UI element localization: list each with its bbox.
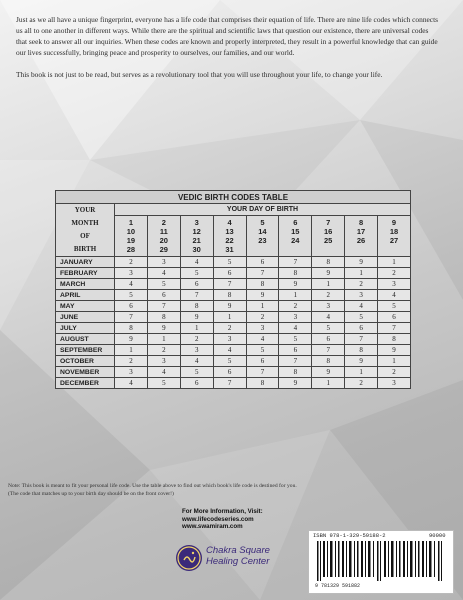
life-code-cell: 7 (147, 301, 180, 312)
day-column-header (246, 216, 279, 257)
day-number: 9 (391, 218, 397, 227)
logo-line-1: Chakra Square (206, 545, 270, 556)
month-label: SEPTEMBER (56, 345, 115, 356)
life-code-cell: 2 (378, 367, 411, 378)
day-number: 25 (324, 236, 333, 245)
day-column-header (312, 216, 345, 257)
life-code-cell: 2 (345, 279, 378, 290)
table-row (56, 345, 411, 356)
life-code-cell: 3 (180, 345, 213, 356)
day-number: 6 (293, 218, 298, 227)
life-code-cell: 4 (115, 279, 148, 290)
day-column-header (279, 216, 312, 257)
day-number: 13 (225, 227, 234, 236)
life-code-cell: 6 (180, 279, 213, 290)
price-code: 90000 (429, 532, 446, 539)
month-label: OCTOBER (56, 356, 115, 367)
day-number: 8 (358, 218, 364, 227)
table-row (56, 378, 411, 389)
day-column-header (378, 216, 411, 257)
life-code-cell: 3 (246, 323, 279, 334)
life-code-cell: 7 (312, 345, 345, 356)
table-row (56, 257, 411, 268)
life-code-cell: 5 (246, 345, 279, 356)
life-code-cell: 3 (115, 268, 148, 279)
life-code-cell: 9 (180, 312, 213, 323)
life-code-cell: 2 (213, 323, 246, 334)
month-label: AUGUST (56, 334, 115, 345)
table-row (56, 268, 411, 279)
day-number: 2 (161, 218, 166, 227)
life-code-cell: 1 (378, 257, 411, 268)
life-code-cell: 1 (345, 268, 378, 279)
table-row (56, 323, 411, 334)
life-code-cell: 6 (180, 378, 213, 389)
life-code-cell: 2 (312, 290, 345, 301)
life-code-cell: 2 (279, 301, 312, 312)
life-code-cell: 1 (180, 323, 213, 334)
life-code-cell: 2 (180, 334, 213, 345)
note-line-1: Note: This book is meant to fit your personal life code. Use the table above to find out which book's life code is destined for you. (8, 483, 297, 489)
life-code-cell: 5 (213, 257, 246, 268)
life-code-cell: 7 (115, 312, 148, 323)
life-code-cell: 1 (147, 334, 180, 345)
life-code-cell: 7 (180, 290, 213, 301)
day-column-header (147, 216, 180, 257)
day-number: 5 (260, 218, 265, 227)
day-number: 23 (258, 236, 267, 245)
month-header-line: YOUR (74, 206, 96, 214)
life-code-cell: 4 (147, 367, 180, 378)
life-code-cell: 7 (213, 279, 246, 290)
life-code-cell: 3 (213, 334, 246, 345)
isbn-barcode (308, 530, 454, 594)
table-row (56, 279, 411, 290)
day-number: 1 (128, 218, 134, 227)
life-code-cell: 5 (147, 378, 180, 389)
intro-paragraph-1: Just as we all have a unique fingerprint, everyone has a life code that comprises their equation of life. There are nine life codes which connects us all to one another in different ways. While there are the spiritual and scientific laws that question our existence, there are universal codes that seek to answer all our inquiries. When these codes are known and properly interpreted, they result in a powerful knowledge that can guide our lives successfully, bringing peace and prosperity to ourselves, our families, and our world. (16, 15, 438, 57)
month-label: JANUARY (56, 257, 115, 268)
life-code-cell: 4 (378, 290, 411, 301)
birth-codes-table (55, 190, 411, 389)
month-label: MAY (56, 301, 115, 312)
life-code-cell: 4 (312, 312, 345, 323)
life-code-cell: 7 (213, 378, 246, 389)
life-code-cell: 1 (378, 356, 411, 367)
life-code-cell: 6 (213, 268, 246, 279)
life-code-cell: 1 (213, 312, 246, 323)
life-code-cell: 8 (246, 378, 279, 389)
chakra-square-logo (176, 542, 296, 576)
life-code-cell: 4 (147, 268, 180, 279)
life-code-cell: 5 (378, 301, 411, 312)
life-code-cell: 5 (180, 268, 213, 279)
life-code-cell: 4 (180, 257, 213, 268)
life-code-cell: 1 (312, 378, 345, 389)
day-header: YOUR DAY OF BIRTH (115, 204, 411, 216)
logo-line-2: Healing Center (206, 556, 270, 567)
intro-paragraph-2: This book is not just to be read, but serves as a revolutionary tool that you will use throughout your life, to change your life. (16, 70, 383, 79)
life-code-cell: 3 (312, 301, 345, 312)
day-column-header (180, 216, 213, 257)
day-number (378, 245, 410, 254)
month-header-line: OF (80, 232, 90, 240)
life-code-cell: 4 (115, 378, 148, 389)
day-column-header (345, 216, 378, 257)
day-number: 29 (159, 245, 168, 254)
life-code-cell: 5 (115, 290, 148, 301)
info-heading: For More Information, Visit: (182, 508, 263, 515)
life-code-cell: 9 (246, 290, 279, 301)
life-code-cell: 5 (147, 279, 180, 290)
day-number: 28 (126, 245, 136, 254)
life-code-cell: 3 (345, 290, 378, 301)
table-row (56, 356, 411, 367)
day-number: 30 (192, 245, 201, 254)
life-code-cell: 6 (246, 257, 279, 268)
life-code-cell: 9 (115, 334, 148, 345)
life-code-cell: 1 (115, 345, 148, 356)
table-row (56, 301, 411, 312)
logo-text (206, 545, 270, 567)
day-number: 4 (227, 218, 232, 227)
life-code-cell: 9 (345, 356, 378, 367)
month-label: APRIL (56, 290, 115, 301)
day-number: 18 (389, 227, 399, 236)
life-code-cell: 9 (312, 367, 345, 378)
website-link-lifecodeseries[interactable]: www.lifecodeseries.com (182, 515, 254, 523)
note-text (8, 482, 458, 498)
life-code-cell: 4 (246, 334, 279, 345)
life-code-cell: 4 (180, 356, 213, 367)
table-row (56, 367, 411, 378)
day-column-header (115, 216, 148, 257)
life-code-cell: 9 (213, 301, 246, 312)
life-code-cell: 8 (312, 356, 345, 367)
day-number: 11 (159, 227, 168, 236)
day-number (279, 245, 311, 254)
life-code-cell: 3 (378, 279, 411, 290)
life-code-cell: 3 (115, 367, 148, 378)
life-code-cell: 8 (213, 290, 246, 301)
day-number: 21 (192, 236, 201, 245)
life-code-cell: 8 (246, 279, 279, 290)
day-number (345, 245, 377, 254)
life-code-cell: 5 (345, 312, 378, 323)
table-title: VEDIC BIRTH CODES TABLE (56, 191, 411, 204)
life-code-cell: 6 (378, 312, 411, 323)
life-code-cell: 9 (345, 257, 378, 268)
life-code-cell: 7 (246, 367, 279, 378)
life-code-cell: 7 (378, 323, 411, 334)
life-code-cell: 7 (279, 356, 312, 367)
day-column-header (213, 216, 246, 257)
life-code-cell: 7 (246, 268, 279, 279)
life-code-cell: 4 (279, 323, 312, 334)
table-row (56, 334, 411, 345)
life-code-cell: 9 (378, 345, 411, 356)
day-number: 3 (194, 218, 199, 227)
barcode-number: 9 781329 591882 (315, 583, 361, 589)
life-code-cell: 6 (279, 345, 312, 356)
life-code-cell: 9 (147, 323, 180, 334)
life-code-cell: 1 (312, 279, 345, 290)
life-code-cell: 6 (147, 290, 180, 301)
month-label: JULY (56, 323, 115, 334)
life-code-cell: 8 (345, 345, 378, 356)
month-label: NOVEMBER (56, 367, 115, 378)
day-number: 10 (126, 227, 136, 236)
day-number: 16 (324, 227, 333, 236)
table-row (56, 290, 411, 301)
day-number: 14 (258, 227, 267, 236)
month-header-line: MONTH (71, 219, 99, 227)
month-label: FEBRUARY (56, 268, 115, 279)
info-block (182, 508, 302, 531)
life-code-cell: 8 (378, 334, 411, 345)
day-number: 24 (291, 236, 300, 245)
day-number: 31 (225, 245, 234, 254)
om-icon (176, 545, 202, 571)
life-code-cell: 3 (147, 356, 180, 367)
life-code-cell: 7 (279, 257, 312, 268)
life-code-cell: 1 (345, 367, 378, 378)
intro-text (16, 14, 440, 91)
day-number: 20 (159, 236, 168, 245)
life-code-cell: 8 (180, 301, 213, 312)
life-code-cell: 5 (312, 323, 345, 334)
barcode-bars (317, 541, 445, 581)
life-code-cell: 3 (147, 257, 180, 268)
life-code-cell: 6 (246, 356, 279, 367)
life-code-cell: 5 (213, 356, 246, 367)
month-label: JUNE (56, 312, 115, 323)
life-code-cell: 9 (279, 279, 312, 290)
life-code-cell: 1 (246, 301, 279, 312)
life-code-cell: 2 (115, 257, 148, 268)
day-number: 12 (192, 227, 201, 236)
day-number: 27 (389, 236, 399, 245)
day-number: 17 (356, 227, 366, 236)
month-header (56, 204, 115, 257)
life-code-cell: 6 (345, 323, 378, 334)
life-code-cell: 6 (115, 301, 148, 312)
life-code-cell: 8 (279, 367, 312, 378)
day-number (312, 245, 344, 254)
life-code-cell: 2 (147, 345, 180, 356)
life-code-cell: 6 (213, 367, 246, 378)
life-code-cell: 5 (180, 367, 213, 378)
note-line-2: (The code that matches up to your birth day should be on the front cover!) (8, 491, 174, 497)
life-code-cell: 1 (279, 290, 312, 301)
life-code-cell: 8 (279, 268, 312, 279)
life-code-cell: 8 (312, 257, 345, 268)
month-label: MARCH (56, 279, 115, 290)
table-row (56, 312, 411, 323)
life-code-cell: 2 (345, 378, 378, 389)
life-code-cell: 2 (115, 356, 148, 367)
life-code-cell: 7 (345, 334, 378, 345)
month-label: DECEMBER (56, 378, 115, 389)
life-code-cell: 4 (345, 301, 378, 312)
life-code-cell: 3 (279, 312, 312, 323)
life-code-cell: 8 (147, 312, 180, 323)
life-code-cell: 6 (312, 334, 345, 345)
life-code-cell: 3 (378, 378, 411, 389)
website-link-swamiram[interactable]: www.swamiram.com (182, 523, 243, 530)
life-code-cell: 8 (115, 323, 148, 334)
day-number: 26 (356, 236, 366, 245)
day-number: 19 (126, 236, 136, 245)
life-code-cell: 5 (279, 334, 312, 345)
life-code-cell: 9 (312, 268, 345, 279)
day-number: 22 (225, 236, 234, 245)
month-header-line: BIRTH (73, 245, 97, 253)
day-number (247, 245, 279, 254)
life-code-cell: 9 (279, 378, 312, 389)
day-number: 7 (326, 218, 331, 227)
life-code-cell: 2 (378, 268, 411, 279)
isbn-text: ISBN 978-1-329-59188-2 (313, 532, 386, 539)
life-code-cell: 2 (246, 312, 279, 323)
day-number: 15 (291, 227, 300, 236)
life-code-cell: 4 (213, 345, 246, 356)
